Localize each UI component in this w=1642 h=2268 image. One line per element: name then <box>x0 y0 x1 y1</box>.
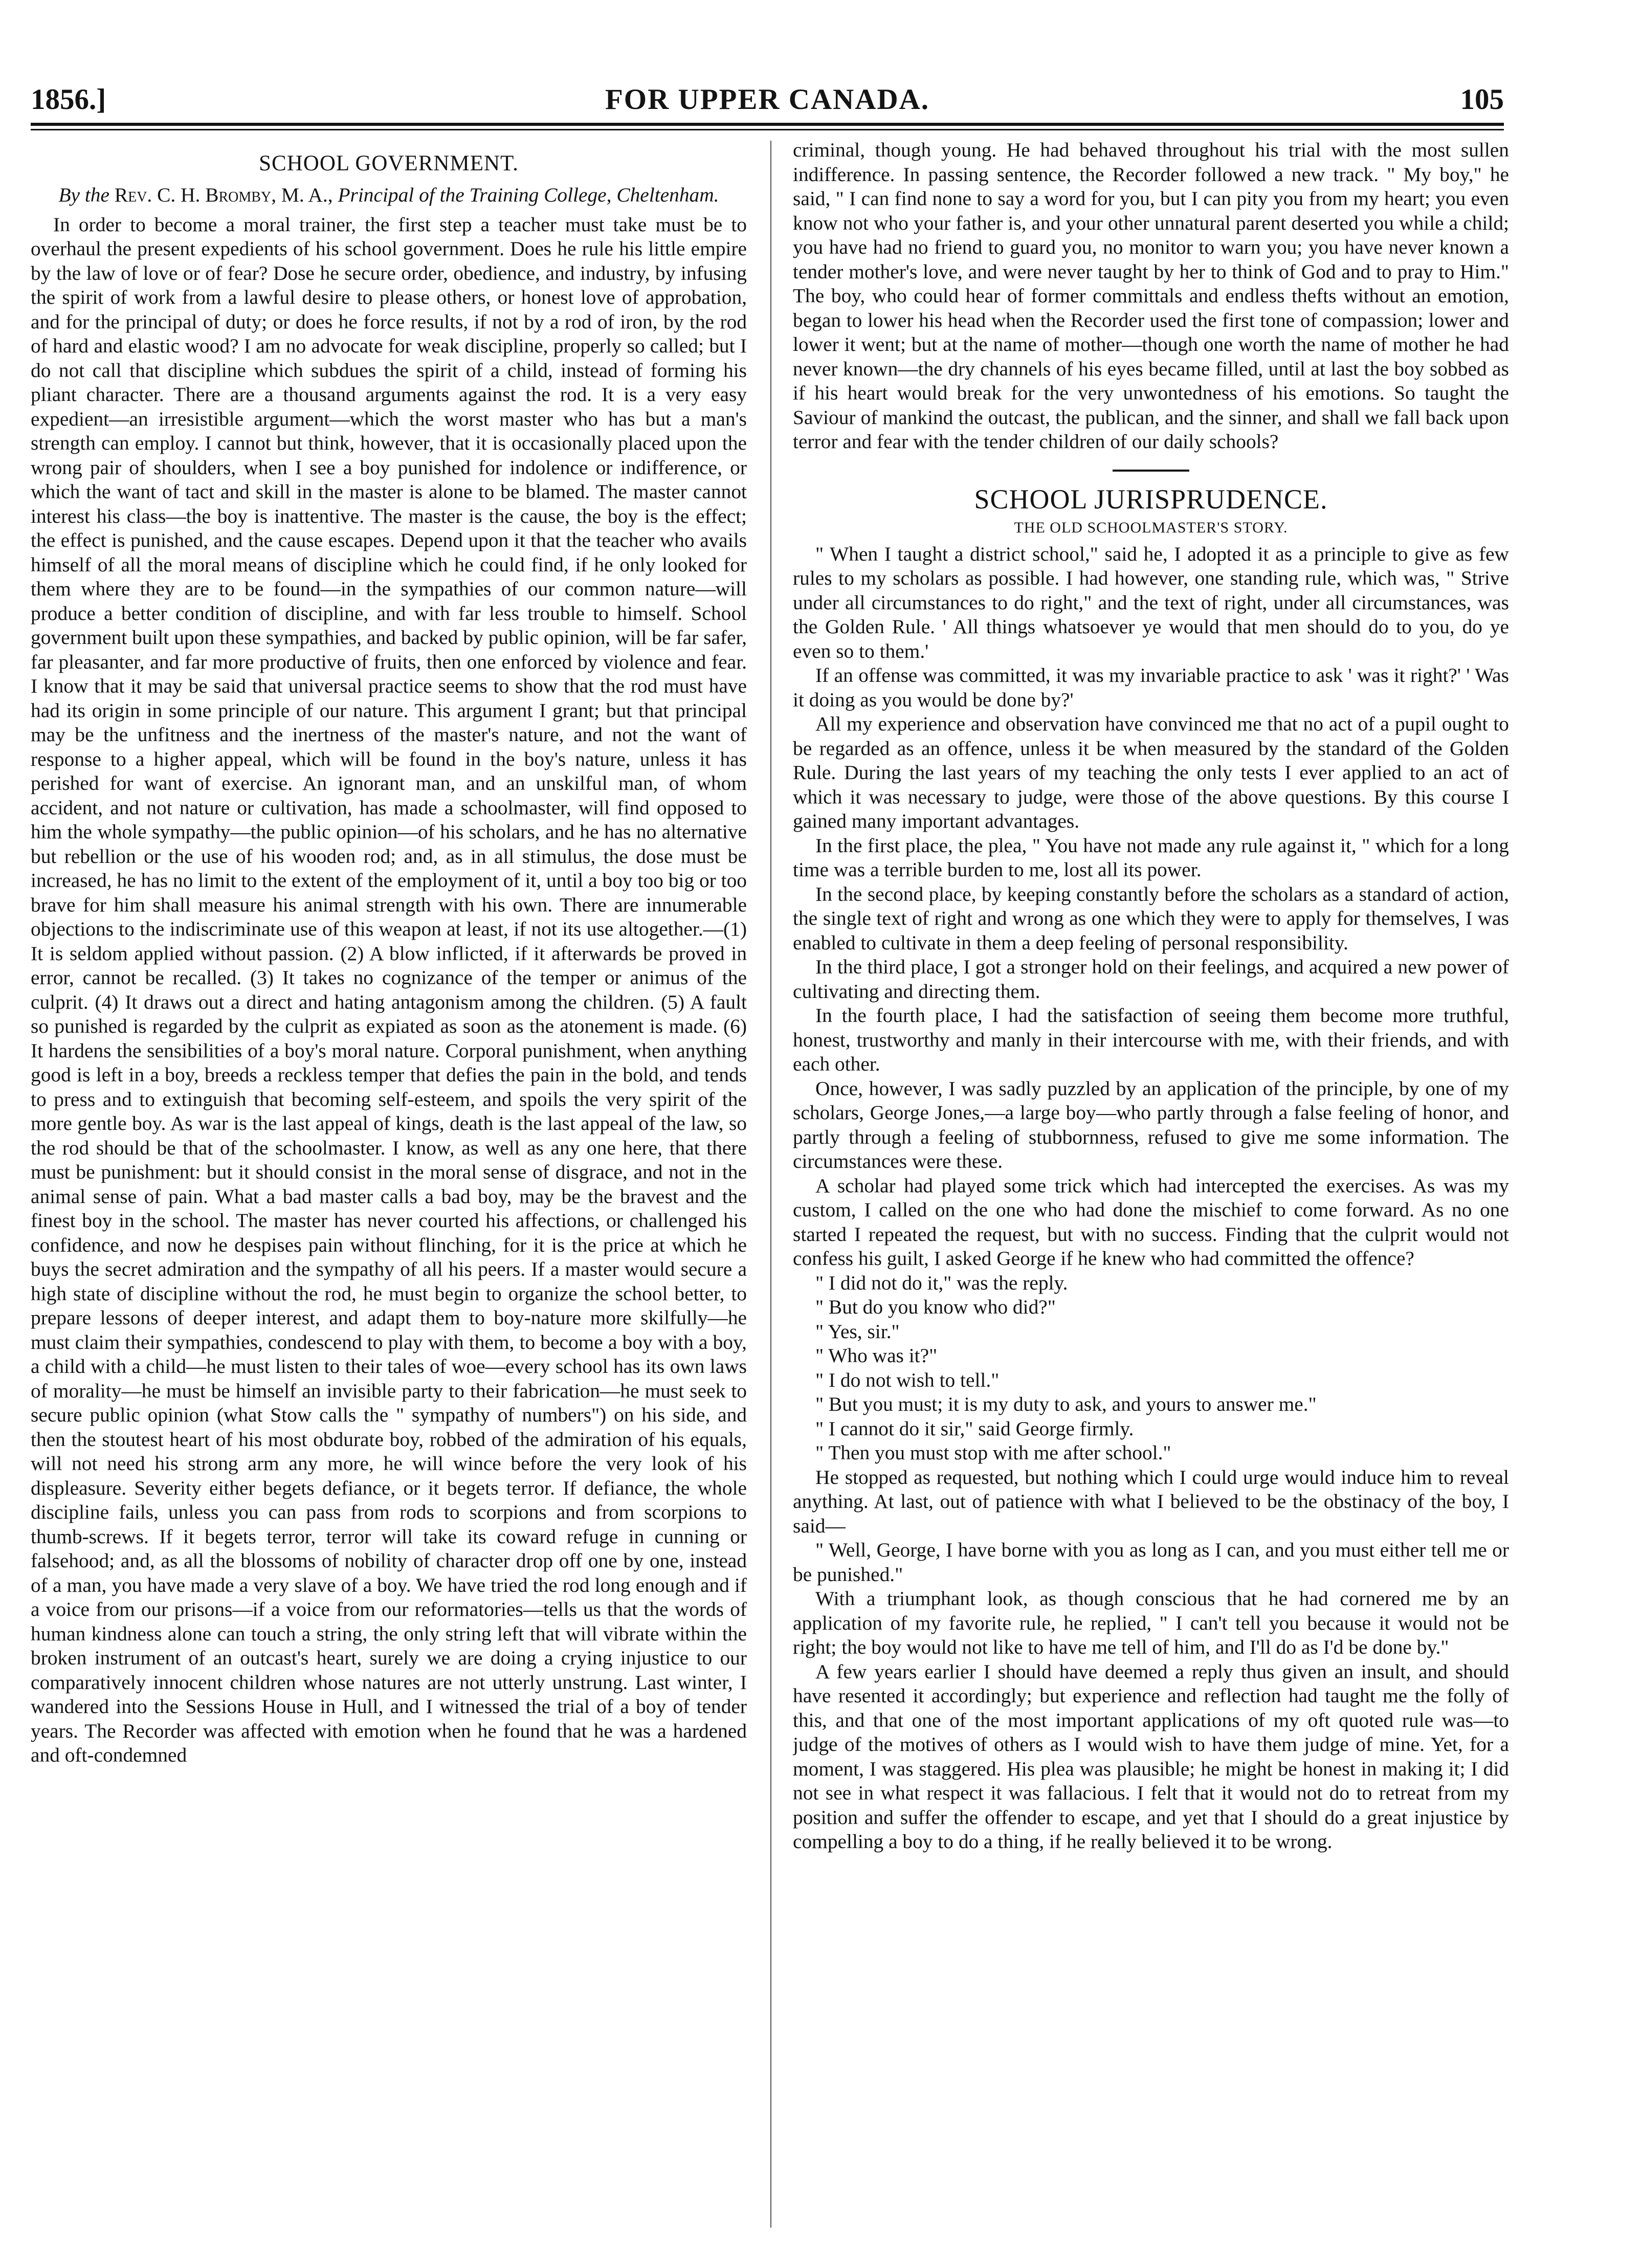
article-paragraph: " Well, George, I have borne with you as long as I can, and you must either tell me or be punished." <box>793 1539 1509 1586</box>
header-rule-thick <box>31 123 1504 126</box>
dialogue-line: " I do not wish to tell." <box>815 1368 1000 1391</box>
right-column <box>793 138 1509 2235</box>
header-year: 1856.] <box>31 83 106 116</box>
dialogue-line: " But do you know who did?" <box>815 1296 1056 1318</box>
article-paragraph: A few years earlier I should have deemed a reply thus given an insult, and should have resented it accordingly; but experience and reflection had taught me the folly of this, and that one of the most important applications of my oft quoted rule was—to judge of the motives of others as I would wish to have them judge of mine. Yet, for a moment, I was staggered. His plea was plausible; he might be honest in making it; I did not see in what respect it was fallacious. I felt that it would not do to retreat from my position and suffer the offender to escape, and yet that I should do a great injustice by compelling a boy to do a thing, if he really believed it to be wrong. <box>793 1660 1509 1853</box>
article-paragraph: He stopped as requested, but nothing which I could urge would induce him to reveal anything. At last, out of patience with what I believed to be the obstinacy of the boy, I said— <box>793 1465 1509 1537</box>
article-paragraph: In the fourth place, I had the satisfaction of seeing them become more truthful, honest, trustworthy and manly in their intercourse with me, with their friends, and with each other. <box>793 1004 1509 1075</box>
article-paragraph: In order to become a moral trainer, the first step a teacher must take must be to overhaul the present expedients of his school government. Does he rule his little empire by the law of love or of fear? Dose he secure order, obedience, and industry, by infusing the spirit of work from a lawful desire to please others, or honest love of approbation, and for the principal of duty; or does he force results, if not by a rod of iron, by the rod of hard and elastic wood? I am no advocate for weak discipline, properly so called; but I do not call that discipline which subdues the spirit of a child, instead of forming his pliant character. There are a thousand arguments against the rod. It is a very easy expedient—an irresistible argument—which the worst master who has but a man's strength can employ. I cannot but think, however, that it is occasionally placed upon the wrong pair of shoulders, when I see a boy punished for indolence or indifference, or which the want of tact and skill in the master is alone to be blamed. The master cannot interest his class—the boy is inattentive. The master is the cause, the boy is the effect; the effect is punished, and the cause escapes. Depend upon it that the teacher who avails himself of all the moral means of discipline which he could find, if he only looked for them where they are to be found—in the sympathies of our common nature—will produce a better condition of discipline, and with far less trouble to himself. School government built upon these sympathies, and backed by public opinion, will be far safer, far pleasanter, and far more productive of fruits, then one enforced by violence and fear. I know that it may be said that universal practice seems to show that the rod must have had its origin in some principle of our nature. This argument I grant; but that principal may be the unfitness and the inertness of the master's nature, and not the want of response to a higher appeal, which will be found in the boy's nature, unless it has perished for want of exercise. An ignorant man, and an unskilful man, of whom accident, and not nature or cultivation, has made a schoolmaster, will find opposed to him the whole sympathy—the public opinion—of his scholars, and he has no alternative but rebellion or the use of his wooden rod; and, as in all stimulus, the dose must be increased, he has no limit to the extent of the employment of it, until a boy too big or too brave for him shall measure his animal strength with his own. There are innumerable objections to the indiscriminate use of this weapon at least, if not its use altogether.—(1) It is seldom applied without passion. (2) A blow inflicted, if it afterwards be proved in error, cannot be recalled. (3) It takes no cognizance of the temper or animus of the culprit. (4) It draws out a direct and hating antagonism among the children. (5) A fault so punished is regarded by the culprit as expiated as soon as the atonement is made. (6) It hardens the sensibilities of a boy's moral nature. Corporal punishment, when anything good is left in a boy, breeds a reckless temper that defies the pain in the bold, and tends to press and to extinguish that becoming self-esteem, and spoils the very spirit of the more gentle boy. As war is the last appeal of kings, death is the last appeal of the law, so the rod should be that of the schoolmaster. I know, as well as any one here, that there must be punishment: but it should consist in the moral sense of disgrace, and not in the animal sense of pain. What a bad master calls a bad boy, may be the bravest and the finest boy in the school. The master has never courted his affections, or challenged his confidence, and now he despises pain without flinching, for it is the price at which he buys the secret admiration and the sympathy of all his peers. If a master would secure a high state of discipline without the rod, he must begin to organize the school better, to prepare lessons of deeper interest, and adapt them to boy-nature more skilfully—he must claim their sympathies, condescend to play with them, to become a boy with a boy, a child with a child—he must listen to their tales of woe—every school has its own laws of morality—he must be himself an invisible party to their fabrication—he must seek to secure public opinion (what Stow calls the " sympathy of numbers") on his side, and then the stoutest heart of his most obdurate boy, robbed of the admiration of his equals, will not need his strong arm any more, he will wince before the very look of his displeasure. Severity either begets defiance, or it begets terror. If defiance, the whole discipline fails, unless you can pass from rods to scorpions and from scorpions to thumb-screws. If it begets terror, terror will take its coward refuge in cunning or falsehood; and, as all the blossoms of nobility of character drop off one by one, instead of a man, you have made a very slave of a boy. We have tried the rod long enough and if a voice from our prisons—if a voice from our reformatories—tells us that the words of human kindness alone can touch a string, the only string left that will vibrate within the broken instrument of an outcast's heart, surely we are doing a crying injustice to our comparatively innocent children whose natures are not utterly unstrung. Last winter, I wandered into the Sessions House in Hull, and I witnessed the trial of a boy of tender years. The Recorder was affected with emotion when he found that he was a hardened and oft-condemned <box>31 213 747 1766</box>
section-divider <box>1113 470 1189 472</box>
article-paragraph: A scholar had played some trick which had intercepted the exercises. As was my custom, I called on the one who had done the mischief to come forward. As no one started I repeated the request, but with no success. Finding that the culprit would not confess his guilt, I asked George if he knew who had committed the offence? <box>793 1174 1509 1270</box>
dialogue-line: " Then you must stop with me after school." <box>815 1441 1171 1464</box>
running-header <box>31 77 1504 123</box>
article-subtitle: THE OLD SCHOOLMASTER'S STORY. <box>1014 519 1288 536</box>
byline-prefix: By the <box>58 184 109 206</box>
left-column <box>31 138 747 2235</box>
dialogue-line: " But you must; it is my duty to ask, and yours to answer me." <box>815 1393 1317 1415</box>
dialogue-line: " Yes, sir." <box>815 1320 900 1343</box>
article-paragraph: " When I taught a district school," said he, I adopted it as a principle to give as few rules to my scholars as possible. I had however, one standing rule, which was, " Strive under all circumstances to do right," and the text of right, under all circumstances, was the Golden Rule. ' All things whatsoever ye would that men should do to you, do ye even so to them.' <box>793 542 1509 662</box>
article-paragraph: In the third place, I got a stronger hold on their feelings, and acquired a new power of cultivating and directing them. <box>793 955 1509 1003</box>
running-title: FOR UPPER CANADA. <box>605 83 930 116</box>
byline-role: Principal of the Training College, Cheltenham. <box>338 184 719 206</box>
header-rule-thin <box>31 129 1504 130</box>
article-paragraph: If an offense was committed, it was my invariable practice to ask ' was it right?' ' Was it doing as you would be done by?' <box>793 664 1509 711</box>
article-continuation: criminal, though young. He had behaved throughout his trial with the most sullen indifference. In passing sentence, the Recorder followed a new track. " My boy," he said, " I can find none to say a word for you, but I can pity you from my heart; you even know not who your father is, and your other unnatural parent deserted you while a child; you have had no friend to guard you, no monitor to warn you; you have never known a tender mother's love, and were never taught by her to think of God and to pray to Him." The boy, who could hear of former committals and endless thefts without an emotion, began to lower his head when the Recorder used the first tone of compassion; lower and lower it went; but at the name of mother—though one worth the name of mother he had never known—the dry channels of his eyes became filled, until at last the boy sobbed as if his heart would break for the very unwontedness of his emotions. So taught the Saviour of mankind the outcast, the publican, and the sinner, and shall we fall back upon terror and fear with the tender children of our daily schools? <box>793 139 1509 453</box>
article-paragraph: In the first place, the plea, " You have not made any rule against it, " which for a long time was a terrible burden to me, lost all its power. <box>793 834 1509 881</box>
byline-author: Rev. C. H. Bromby, M. A., <box>114 184 333 206</box>
article-paragraph: All my experience and observation have convinced me that no act of a pupil ought to be regarded as an offence, unless it be when measured by the standard of the Golden Rule. During the last years of my teaching the only tests I ever applied to an act of which it was necessary to judge, were those of the above questions. By this course I gained many important advantages. <box>793 713 1509 832</box>
article-paragraph: With a triumphant look, as though conscious that he had cornered me by an application of my favorite rule, he replied, " I can't tell you because it would not be right; the boy would not like to have me tell of him, and I'll do as I'd be done by." <box>793 1587 1509 1658</box>
article-paragraph: In the second place, by keeping constantly before the scholars as a standard of action, the single text of right and wrong as one which they were to apply for themselves, I was enabled to cultivate in them a deep feeling of personal responsibility. <box>793 882 1509 954</box>
dialogue-line: " I cannot do it sir," said George firmly. <box>815 1417 1134 1440</box>
dialogue-line: " I did not do it," was the reply. <box>815 1271 1068 1294</box>
article-byline <box>31 183 747 208</box>
article-paragraph: Once, however, I was sadly puzzled by an application of the principle, by one of my scholars, George Jones,—a large boy—who partly through a false feeling of honor, and partly through a feeling of stubbornness, refused to give me some information. The circumstances were these. <box>793 1077 1509 1172</box>
article-title-school-government: SCHOOL GOVERNMENT. <box>259 151 519 175</box>
page-number: 105 <box>1460 83 1504 116</box>
dialogue-line: " Who was it?" <box>815 1344 938 1367</box>
column-divider <box>770 141 771 2228</box>
article-title-school-jurisprudence: SCHOOL JURISPRUDENCE. <box>974 483 1328 515</box>
